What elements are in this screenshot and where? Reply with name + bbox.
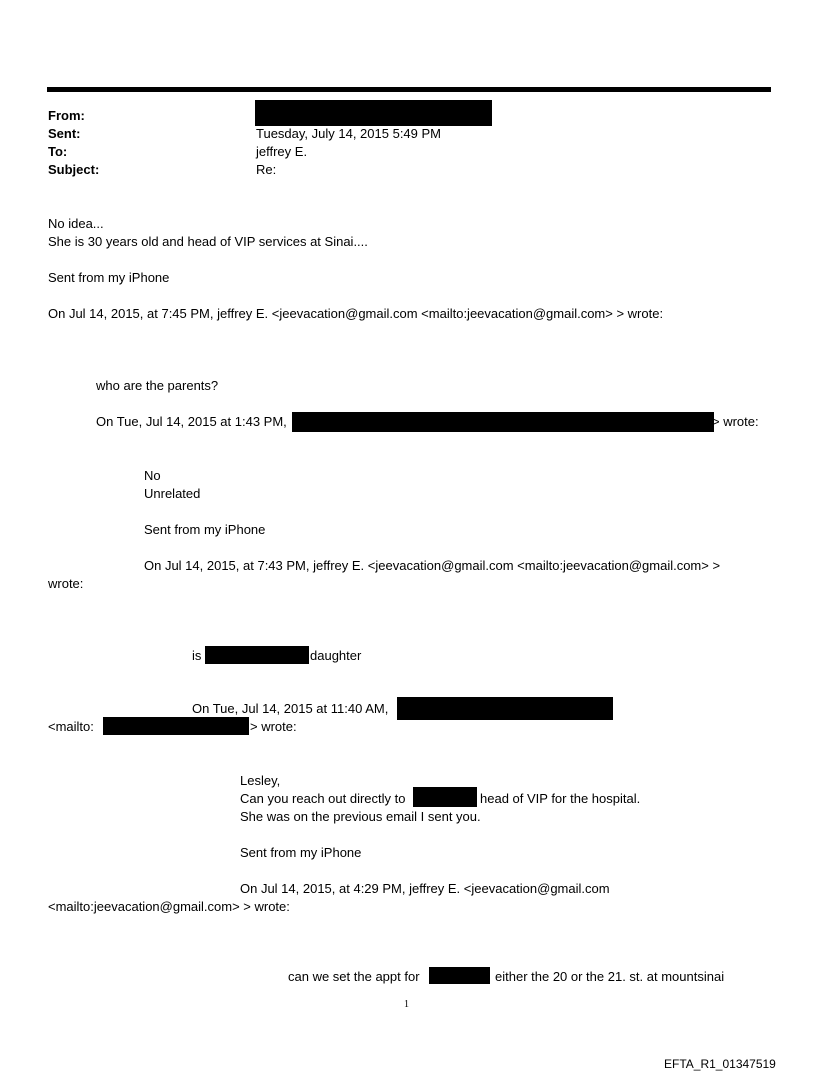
to-label: To:: [48, 144, 68, 159]
body-line: No idea...: [48, 216, 104, 231]
redaction-name: [413, 787, 477, 807]
quote-line: wrote:: [48, 576, 84, 591]
quote-line: She was on the previous email I sent you.: [240, 809, 481, 824]
quote-line: No: [144, 468, 161, 483]
quote-line: > wrote:: [712, 414, 759, 429]
quote-line: can we set the appt for: [288, 969, 420, 984]
redaction-email: [103, 717, 249, 735]
quote-line: On Jul 14, 2015, at 4:29 PM, jeffrey E. <jeevacation@gmail.com: [240, 881, 610, 896]
quote-line: who are the parents?: [96, 378, 219, 393]
quote-line: head of VIP for the hospital.: [480, 791, 641, 806]
body-line: She is 30 years old and head of VIP services at Sinai....: [48, 234, 368, 249]
body-line: On Jul 14, 2015, at 7:45 PM, jeffrey E. <jeevacation@gmail.com <mailto:jeevacation@gmail.com> > wrote:: [48, 306, 664, 321]
header-rule: [47, 87, 771, 92]
body-line: Sent from my iPhone: [48, 270, 170, 285]
sent-value: Tuesday, July 14, 2015 5:49 PM: [256, 126, 441, 141]
redaction-sender: [397, 697, 613, 720]
subject-label: Subject:: [48, 162, 100, 177]
quote-line: On Tue, Jul 14, 2015 at 1:43 PM,: [96, 414, 287, 429]
to-value: jeffrey E.: [256, 144, 308, 159]
quote-line: <mailto:: [48, 719, 94, 734]
quote-line: On Jul 14, 2015, at 7:43 PM, jeffrey E. <jeevacation@gmail.com <mailto:jeevacation@gmail.com> >: [144, 558, 721, 573]
quote-line: Sent from my iPhone: [240, 845, 362, 860]
quote-line: Unrelated: [144, 486, 201, 501]
redaction-from: [255, 100, 492, 126]
redaction-sender: [292, 412, 714, 432]
redaction-name: [429, 967, 490, 984]
quote-line: daughter: [310, 648, 362, 663]
quote-line: Can you reach out directly to: [240, 791, 406, 806]
redaction-name: [205, 646, 309, 664]
sent-label: Sent:: [48, 126, 81, 141]
quote-line: Sent from my iPhone: [144, 522, 266, 537]
subject-value: Re:: [256, 162, 277, 177]
from-label: From:: [48, 108, 85, 123]
document-id: EFTA_R1_01347519: [664, 1057, 776, 1071]
quote-line: > wrote:: [250, 719, 297, 734]
quote-line: On Tue, Jul 14, 2015 at 11:40 AM,: [192, 701, 389, 716]
quote-line: <mailto:jeevacation@gmail.com> > wrote:: [48, 899, 290, 914]
quote-line: Lesley,: [240, 773, 281, 788]
quote-line: either the 20 or the 21. st. at mountsinai: [495, 969, 725, 984]
quote-line: is: [192, 648, 202, 663]
page-number: 1: [404, 999, 409, 1010]
